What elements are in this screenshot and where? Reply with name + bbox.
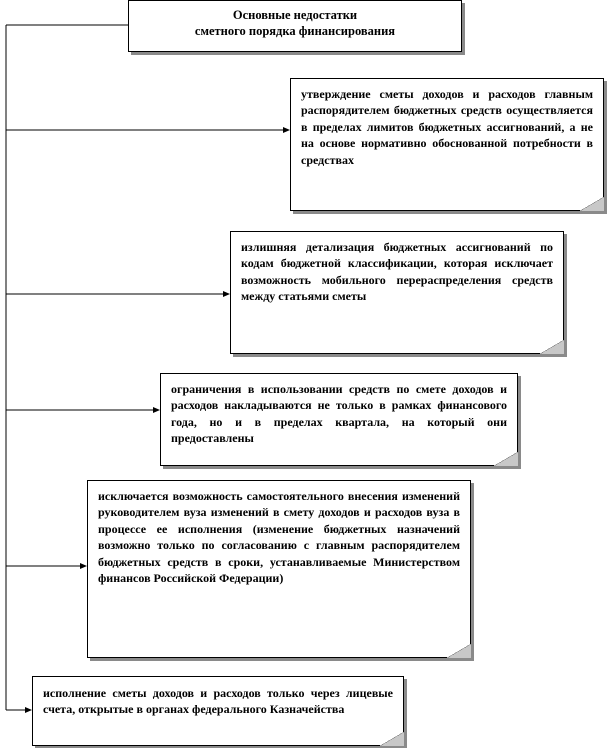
- title-line-1: Основные недостатки: [232, 8, 358, 22]
- title-line-2: сметного порядка финансирования: [194, 24, 396, 38]
- folded-corner: [540, 340, 564, 354]
- folded-corner: [494, 452, 518, 466]
- item-box-3: [160, 373, 518, 466]
- item-box-2: [230, 231, 564, 354]
- title-box: [128, 0, 462, 52]
- item-text-5: исполнение сметы доходов и расходов только через лицевые счета, открытые в органах федерального Казначейства: [43, 686, 393, 717]
- folded-corner: [580, 197, 604, 211]
- item-text-3: ограничения в использовании средств по смете доходов и расходов накладываются не только в рамках финансового года, но и в пределах квартала, на который они предоставлены: [171, 382, 507, 446]
- folded-corner: [447, 644, 471, 658]
- item-box-5: [32, 676, 404, 746]
- item-box-1: [290, 78, 604, 211]
- item-text-1: утверждение сметы доходов и расходов главным распорядителем бюджетных средств осуществляется в пределах лимитов бюджетных ассигнований, а не на основе нормативно обоснованной потребности в средствах: [301, 87, 593, 167]
- item-text-4: исключается возможность самостоятельного внесения изменений руководителем вуза изменений в смету доходов и расходов вуза в процессе ее исполнения (изменение бюджетных назначений возможно только по согласованию с главным распорядителем бюджетных средств в сроки, устанавливаемые Министерством финансов Российской Федерации): [98, 489, 460, 586]
- item-box-4: [87, 480, 471, 658]
- item-text-2: излишняя детализация бюджетных ассигнований по кодам бюджетной классификации, которая исключает возможность мобильного перераспределения средств между статьями сметы: [241, 240, 553, 304]
- folded-corner: [380, 732, 404, 746]
